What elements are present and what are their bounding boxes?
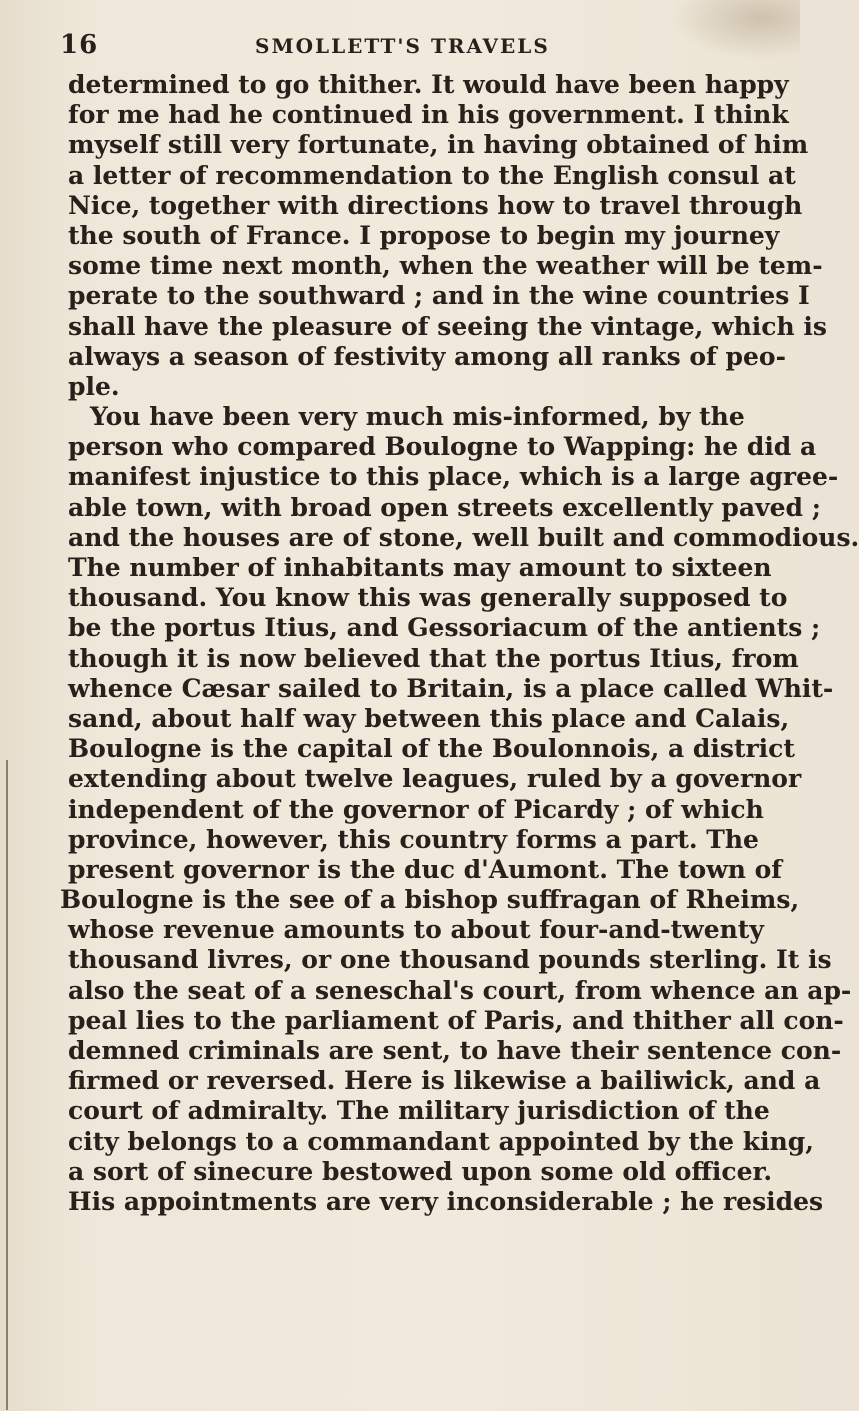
text-line: shall have the pleasure of seeing the vintage, which is [68, 311, 827, 341]
running-head [60, 30, 760, 66]
text-line: myself still very fortunate, in having obtained of him [68, 130, 809, 160]
text-line: firmed or reversed. Here is likewise a bailiwick, and a [68, 1066, 821, 1096]
text-line: extending about twelve leagues, ruled by a governor [68, 764, 802, 794]
text-line: province, however, this country forms a part. The [68, 824, 759, 854]
text-line: Nice, together with directions how to travel through [68, 190, 803, 220]
text-line: also the seat of a seneschal's court, from whence an ap- [68, 975, 852, 1005]
text-line: though it is now believed that the portus Itius, from [68, 643, 799, 673]
page-number: 16 [60, 30, 99, 60]
text-line: the south of France. I propose to begin my journey [68, 220, 780, 250]
text-line: some time next month, when the weather will be tem- [68, 251, 823, 281]
text-line: ple. [68, 371, 120, 401]
text-line: Boulogne is the capital of the Boulonnois, a district [68, 734, 795, 764]
body-text [60, 70, 859, 1217]
text-line: a letter of recommendation to the English consul at [68, 160, 796, 190]
text-line: person who compared Boulogne to Wapping: he did a [68, 432, 817, 462]
text-line: whose revenue amounts to about four-and-twenty [68, 915, 764, 945]
text-line: city belongs to a commandant appointed by the king, [68, 1126, 814, 1156]
text-line: be the portus Itius, and Gessoriacum of the antients ; [68, 613, 821, 643]
text-line: thousand livres, or one thousand pounds sterling. It is [68, 945, 832, 975]
text-line: manifest injustice to this place, which is a large agree- [68, 462, 839, 492]
text-line: always a season of festivity among all ranks of peo- [68, 341, 786, 371]
text-line: thousand. You know this was generally supposed to [68, 583, 788, 613]
text-line: whence Cæsar sailed to Britain, is a place called Whit- [68, 673, 834, 703]
text-line: sand, about half way between this place and Calais, [68, 703, 790, 733]
text-line: Boulogne is the see of a bishop suffragan of Rheims, [60, 885, 800, 915]
text-line: perate to the southward ; and in the wine countries I [68, 281, 810, 311]
paragraph-start-line: You have been very much mis-informed, by the [90, 402, 745, 432]
text-line: His appointments are very inconsiderable ; he resides [68, 1186, 824, 1216]
text-line: present governor is the duc d'Aumont. The town of [68, 854, 783, 884]
text-line: and the houses are of stone, well built and commodious. [68, 522, 859, 552]
text-line: a sort of sinecure bestowed upon some old officer. [68, 1156, 773, 1186]
text-line: determined to go thither. It would have been happy [68, 70, 789, 99]
text-line: demned criminals are sent, to have their sentence con- [68, 1036, 842, 1065]
text-line: court of admiralty. The military jurisdiction of the [68, 1096, 770, 1126]
text-line: peal lies to the parliament of Paris, and thither all con- [68, 1005, 844, 1035]
text-line: independent of the governor of Picardy ; of which [68, 794, 764, 824]
text-line: The number of inhabitants may amount to sixteen [68, 553, 772, 582]
binding-edge [6, 760, 8, 1410]
text-line: able town, with broad open streets excellently paved ; [68, 492, 821, 522]
running-title: SMOLLETT'S TRAVELS [255, 34, 550, 58]
text-line: for me had he continued in his government. I think [68, 100, 789, 130]
